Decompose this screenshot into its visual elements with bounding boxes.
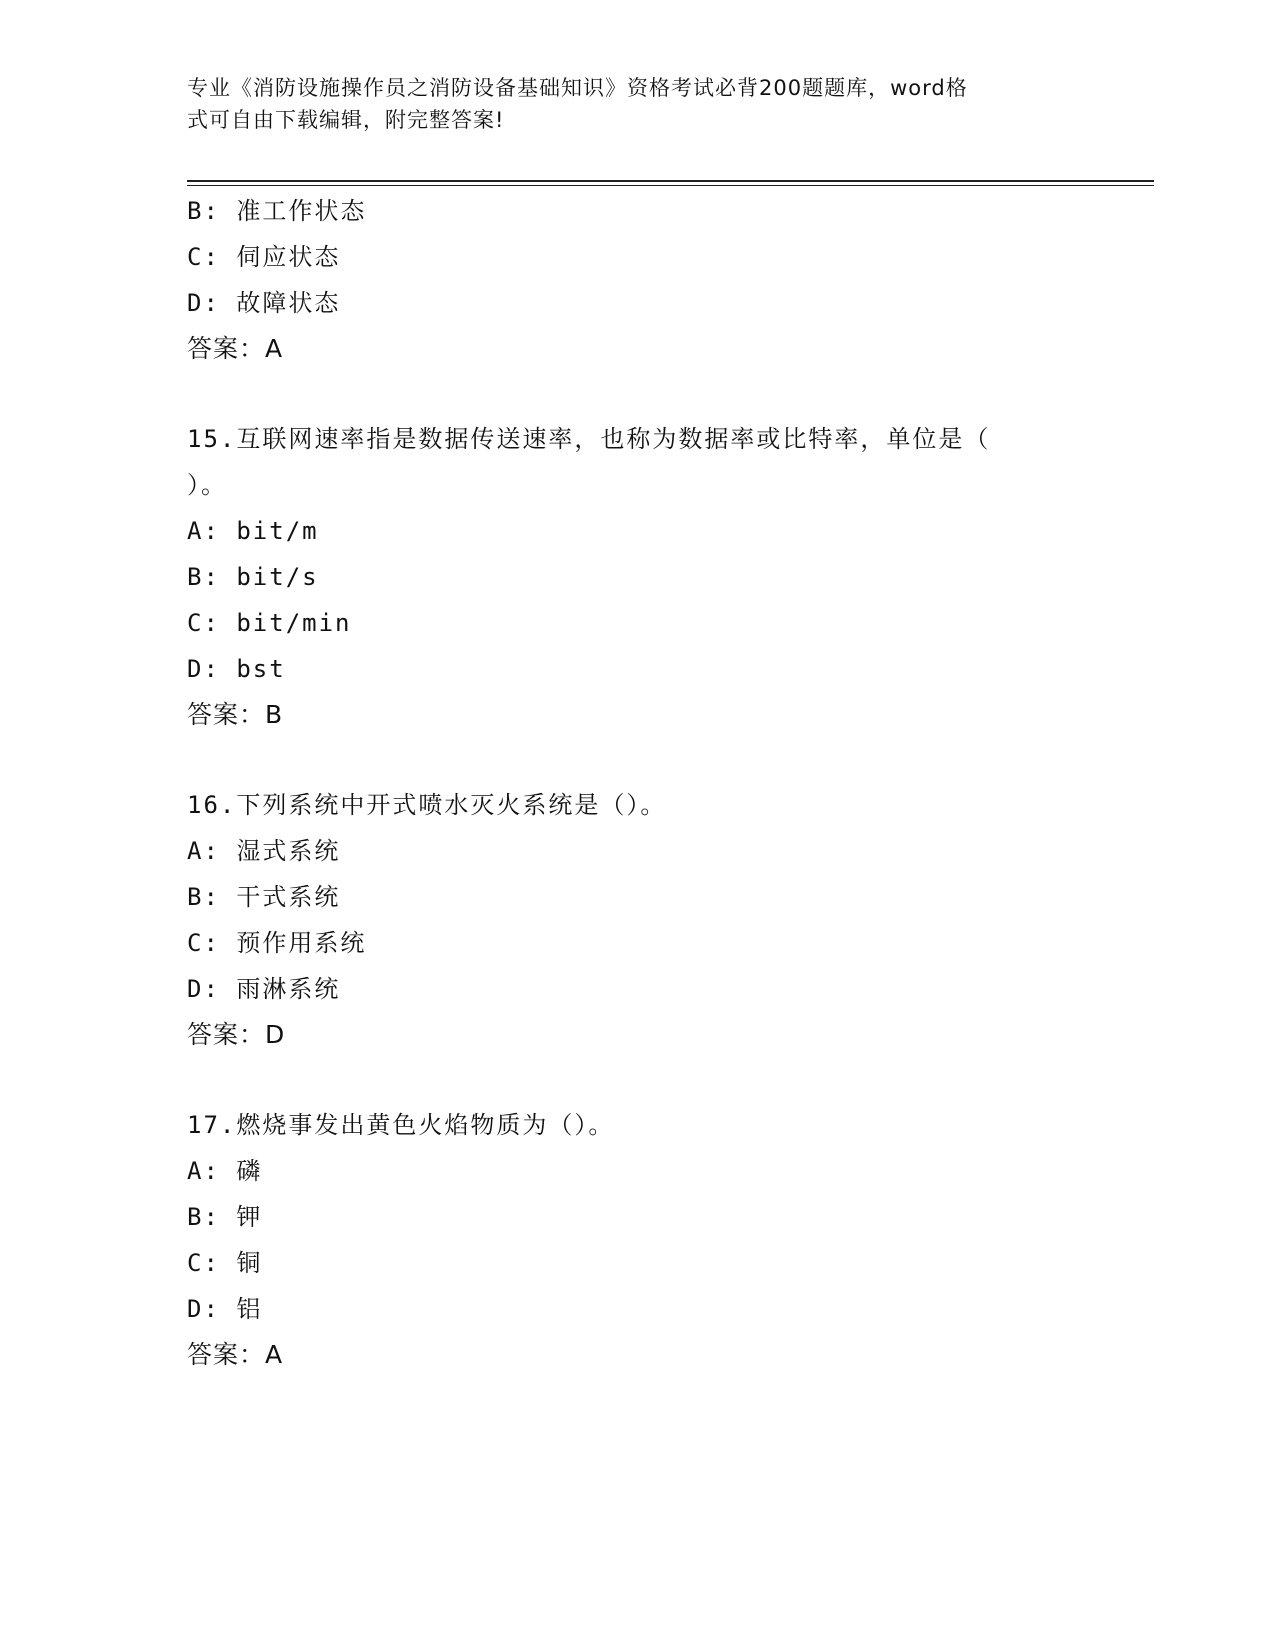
q15-answer: 答案：B xyxy=(187,700,284,729)
header-title-line-1: 专业《消防设施操作员之消防设备基础知识》资格考试必背200题题库，word格 xyxy=(187,76,968,100)
q17-option-c: C: 铜 xyxy=(187,1249,263,1277)
q16-answer: 答案：D xyxy=(187,1020,286,1049)
q16-option-a: A: 湿式系统 xyxy=(187,837,341,865)
q14-option-c: C: 伺应状态 xyxy=(187,243,341,271)
q16-option-c: C: 预作用系统 xyxy=(187,929,367,957)
spacer xyxy=(187,738,1087,782)
q15-stem-line-2: ）。 xyxy=(187,471,227,499)
q15-option-a: A: bit/m xyxy=(187,517,319,545)
header-divider-thin xyxy=(187,185,1154,186)
q14-option-d: D: 故障状态 xyxy=(187,289,341,317)
q16-stem: 16.下列系统中开式喷水灭火系统是（）。 xyxy=(187,791,667,819)
q15-stem-line-1: 15.互联网速率指是数据传送速率，也称为数据率或比特率，单位是（ xyxy=(187,425,991,453)
question-list xyxy=(187,188,1087,1378)
q15-option-b: B: bit/s xyxy=(187,563,319,591)
q14-option-b: B: 准工作状态 xyxy=(187,197,367,225)
question-15 xyxy=(187,416,1087,738)
header-divider-thick xyxy=(187,180,1154,182)
q17-option-a: A: 磷 xyxy=(187,1157,263,1185)
q17-answer: 答案：A xyxy=(187,1340,284,1369)
spacer xyxy=(187,372,1087,416)
q17-stem: 17.燃烧事发出黄色火焰物质为（）。 xyxy=(187,1111,615,1139)
q14-answer: 答案：A xyxy=(187,334,284,363)
question-17 xyxy=(187,1102,1087,1378)
question-16 xyxy=(187,782,1087,1058)
q17-option-d: D: 铝 xyxy=(187,1295,263,1323)
header-title-line-2: 式可自由下载编辑，附完整答案! xyxy=(187,108,505,132)
question-14 xyxy=(187,188,1087,372)
spacer xyxy=(187,1058,1087,1102)
document-header xyxy=(187,72,1067,136)
q16-option-d: D: 雨淋系统 xyxy=(187,975,341,1003)
q16-option-b: B: 干式系统 xyxy=(187,883,341,911)
q17-option-b: B: 钾 xyxy=(187,1203,263,1231)
q15-option-d: D: bst xyxy=(187,655,286,683)
q15-option-c: C: bit/min xyxy=(187,609,352,637)
